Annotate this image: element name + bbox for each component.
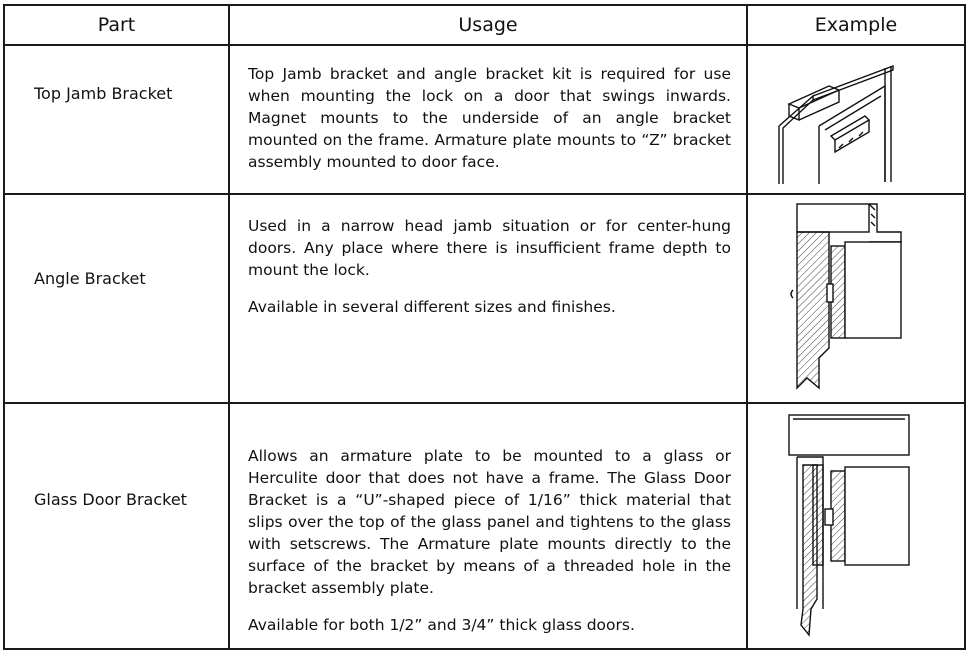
parts-table <box>3 4 966 650</box>
row-divider <box>3 193 966 195</box>
usage-paragraph: Used in a narrow head jamb situation or for center-hung doors. Any place where there is insufficient frame depth to mount the lock. <box>248 217 731 279</box>
table-border-left <box>3 4 5 650</box>
usage-glass-door-bracket <box>248 445 731 636</box>
table-border-bottom <box>3 648 966 650</box>
column-divider <box>228 4 230 650</box>
usage-top-jamb-bracket <box>248 63 731 173</box>
angle-bracket-illustration-icon <box>787 198 907 398</box>
part-glass-door-bracket: Glass Door Bracket <box>34 490 187 509</box>
usage-paragraph: Top Jamb bracket and angle bracket kit is required for use when mounting the lock on a door that swings inwards. Magnet mounts to the underside of an angle bracket mounted on the frame. Armature plate mounts to “Z” bracket assembly mounted to door face. <box>248 65 731 171</box>
header-usage: Usage <box>458 14 518 36</box>
header-example: Example <box>814 14 898 36</box>
usage-angle-bracket <box>248 215 731 318</box>
glass-door-bracket-illustration-icon <box>783 409 913 647</box>
top-jamb-bracket-illustration-icon <box>773 56 903 186</box>
usage-paragraph: Available in several different sizes and finishes. <box>248 298 616 316</box>
row-divider <box>3 402 966 404</box>
header-part: Part <box>97 14 136 36</box>
column-divider <box>746 4 748 650</box>
usage-paragraph: Allows an armature plate to be mounted to a glass or Herculite door that does not have a frame. The Glass Door Bracket is a “U”-shaped piece of 1/16” thick material that slips over the top of the glass panel and tightens to the glass with setscrews. The Armature plate mounts directly to the surface of the bracket by means of a threaded hole in the bracket assembly plate. <box>248 447 731 597</box>
part-angle-bracket: Angle Bracket <box>34 269 146 288</box>
table-border-right <box>964 4 966 650</box>
header-divider <box>3 44 966 46</box>
usage-paragraph: Available for both 1/2” and 3/4” thick glass doors. <box>248 616 635 634</box>
part-top-jamb-bracket: Top Jamb Bracket <box>34 84 173 103</box>
